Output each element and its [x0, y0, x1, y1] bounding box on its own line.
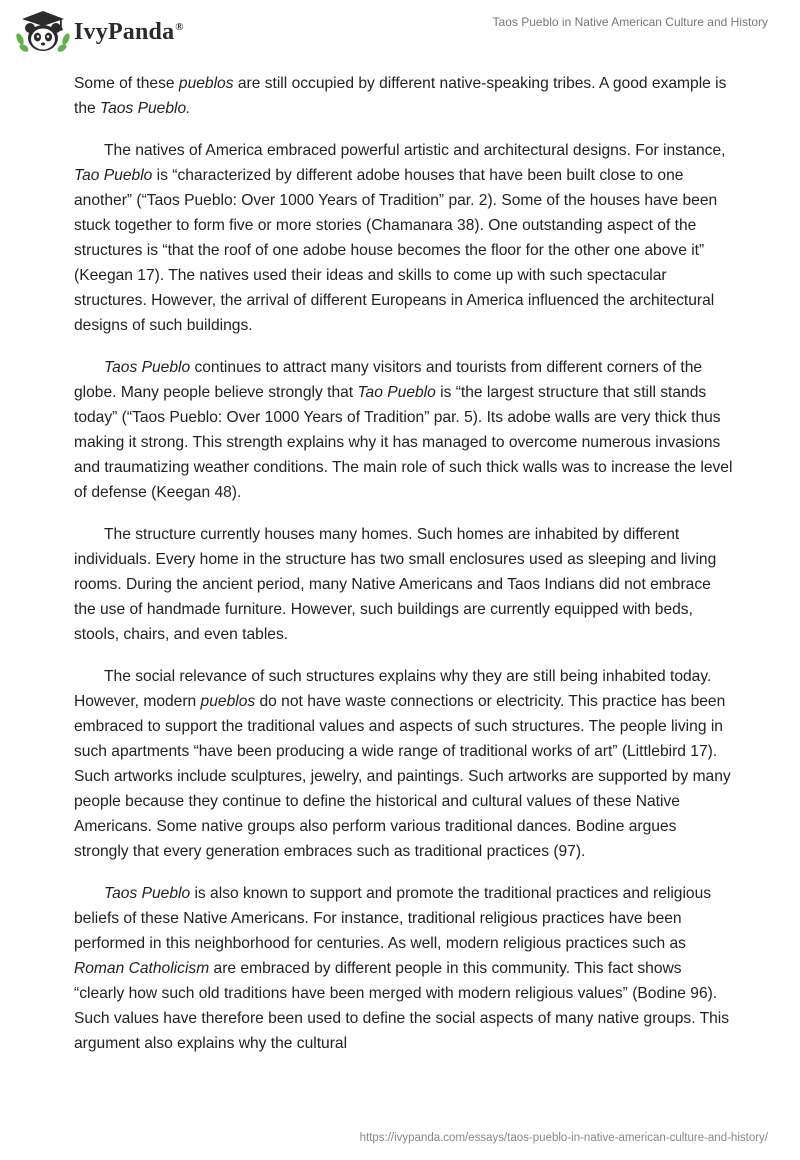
italic-text: Taos Pueblo	[104, 885, 191, 902]
brand-name	[74, 19, 184, 46]
text-run: is also known to support and promote the traditional practices and religious beliefs of these Native Americans. For instance, traditional religious practices have been performed in this neighborhood for centuries. As well, modern religious practices such as	[74, 885, 712, 952]
italic-text: Tao Pueblo	[74, 167, 153, 184]
ivypanda-logo[interactable]	[14, 9, 184, 55]
text-run: are still occupied by different native-speaking tribes. A good example is the	[74, 75, 727, 117]
text-run: The social relevance of such structures explains why they are still being inhabited today. However, modern	[74, 668, 712, 710]
essay-body	[74, 71, 734, 1073]
italic-text: Taos Pueblo.	[100, 100, 191, 117]
text-run: The natives of America embraced powerful artistic and architectural designs. For instance,	[104, 142, 726, 159]
paragraph	[74, 881, 734, 1056]
page-header	[0, 0, 800, 60]
text-run: is “characterized by different adobe houses that have been built close to one another” (“Taos Pueblo: Over 1000 Years of Tradition” par. 2). Some of the houses have been stuck together to form five or more stories (Chamanara 38). One outstanding aspect of the structures is “that the roof of one adobe house becomes the floor for the other one above it” (Keegan 17). The natives used their ideas and skills to come up with such spectacular structures. However, the arrival of different Europeans in America influenced the architectural designs of such buildings.	[74, 167, 718, 334]
paragraph	[74, 355, 734, 505]
source-url[interactable]: https://ivypanda.com/essays/taos-pueblo-in-native-american-culture-and-history/	[359, 1132, 768, 1144]
paragraph	[74, 522, 734, 647]
italic-text: pueblos	[178, 75, 234, 92]
italic-text: Tao Pueblo	[357, 384, 436, 401]
italic-text: Taos Pueblo	[104, 359, 191, 376]
text-run: Some of these	[74, 75, 179, 92]
text-run: The structure currently houses many homes. Such homes are inhabited by different individuals. Every home in the structure has two small enclosures used as sleeping and living rooms. During the ancient period, many Native Americans and Taos Indians did not embrace the use of handmade furniture. However, such buildings are currently equipped with beds, stools, chairs, and even tables.	[74, 526, 717, 643]
paragraph	[74, 664, 734, 864]
text-run: is “the largest structure that still stands today” (“Taos Pueblo: Over 1000 Years of Tradition” par. 5). Its adobe walls are very thick thus making it strong. This strength explains why it has managed to overcome numerous invasions and traumatizing weather conditions. The main role of such thick walls was to increase the level of defense (Keegan 48).	[74, 384, 733, 501]
paragraph	[74, 71, 734, 121]
document-title: Taos Pueblo in Native American Culture and History	[492, 15, 768, 29]
brand-text: IvyPanda	[74, 18, 175, 45]
italic-text: Roman Catholicism	[74, 960, 210, 977]
text-run: are embraced by different people in this community. This fact shows “clearly how such old traditions have been merged with modern religious values” (Bodine 96). Such values have therefore been used to define the social aspects of many native groups. This argument also explains why the cultural	[74, 960, 730, 1052]
paragraph	[74, 138, 734, 338]
text-run: continues to attract many visitors and tourists from different corners of the globe. Many people believe strongly that	[74, 359, 703, 401]
registered-mark: ®	[175, 20, 184, 33]
text-run: do not have waste connections or electricity. This practice has been embraced to support the traditional values and aspects of such structures. The people living in such apartments “have been producing a wide range of traditional works of art” (Littlebird 17). Such artworks include sculptures, jewelry, and paintings. Such artworks are supported by many people because they continue to define the historical and cultural values of these Native Americans. Some native groups also perform various traditional dances. Bodine argues strongly that every generation embraces such as traditional practices (97).	[74, 693, 731, 860]
panda-graduate-logo-icon	[14, 9, 72, 55]
italic-text: pueblos	[200, 693, 256, 710]
